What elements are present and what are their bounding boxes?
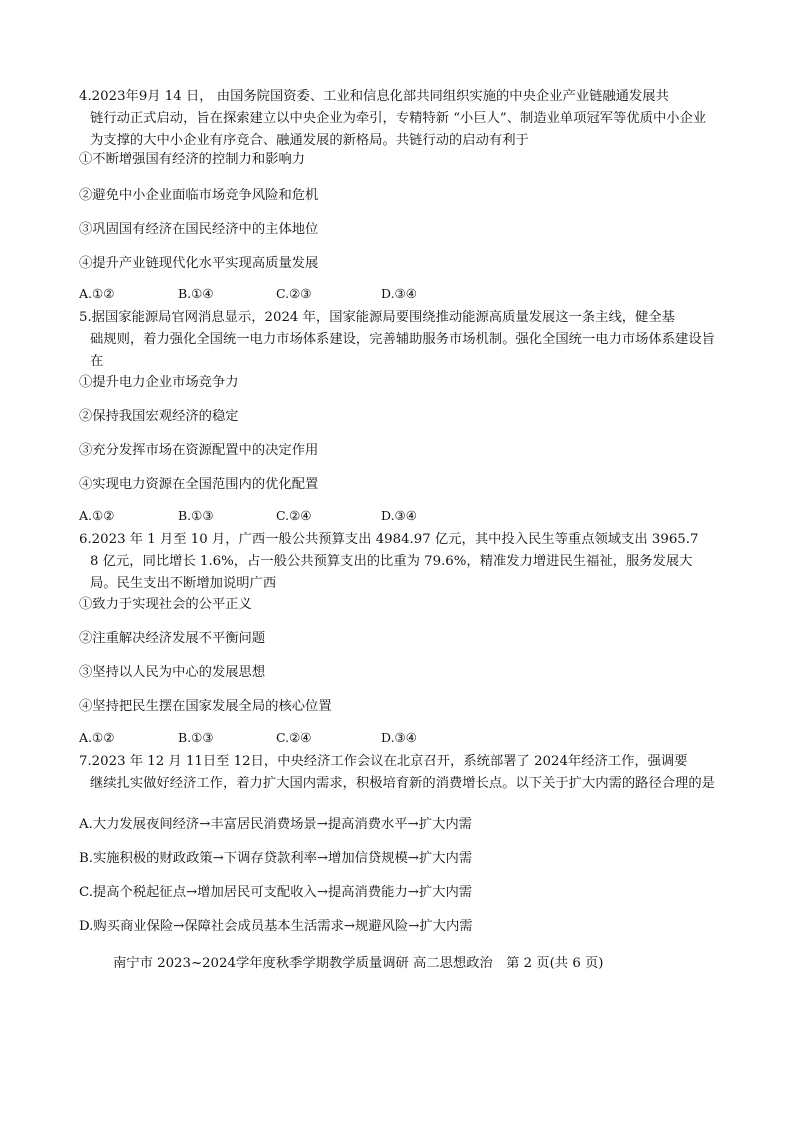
question-7-option-b[interactable]: B.实施积极的财政政策→下调存贷款利率→增加信贷规模→扩大内需 [79,851,473,866]
question-4-stem [79,86,715,152]
question-6-stem-first: 6.2023 年 1 月至 10 月，广西一般公共预算支出 4984.97 亿元，其中投入民生等重点领域支出 3965.7 [79,532,699,547]
question-6-stem [79,529,715,595]
question-6-option-b[interactable]: B.①③ [178,730,214,745]
question-6-options [79,730,719,750]
page-footer: 南宁市 2023~2024学年度秋季学期教学质量调研 高二思想政治 第 2 页(共 6 页) [113,956,604,971]
question-4-options [79,286,719,306]
question-6-stem-rest: 8 亿元，同比增长 1.6%，占一般公共预算支出的比重为 79.6%，精准发力增进民生福祉，服务发展大局。民生支出不断增加说明广西 [90,554,693,591]
question-6-statement-3: ③坚持以人民为中心的发展思想 [79,665,266,680]
question-6-statement-4: ④坚持把民生摆在国家发展全局的核心位置 [79,699,332,714]
question-7-stem [79,751,715,795]
question-4-option-b[interactable]: B.①④ [178,286,214,301]
question-4-stem-rest: 链行动正式启动，旨在探索建立以中央企业为牵引，专精特新 “小巨人”、制造业单项冠军等优质中小企业为支撑的大中小企业有序竞合、融通发展的新格局。共链行动的启动有利于 [90,111,707,148]
question-5-statement-2: ②保持我国宏观经济的稳定 [79,409,239,424]
question-5-option-d[interactable]: D.③④ [381,508,417,523]
question-7-stem-first: 7.2023 年 12 月 11日至 12日，中央经济工作会议在北京召开，系统部署了 2024年经济工作，强调要 [79,754,688,769]
question-5-stem-rest: 础规则，着力强化全国统一电力市场体系建设，完善辅助服务市场机制。强化全国统一电力市场体系建设旨在 [90,332,715,369]
question-5-option-c[interactable]: C.②④ [276,508,312,523]
question-5-stem [79,307,715,373]
question-5-options [79,508,719,528]
question-5-statement-1: ①提升电力企业市场竞争力 [79,375,239,390]
question-5-statement-3: ③充分发挥市场在资源配置中的决定作用 [79,443,319,458]
question-6-statement-2: ②注重解决经济发展不平衡问题 [79,631,266,646]
question-5-stem-first: 5.据国家能源局官网消息显示，2024 年，国家能源局要围绕推动能源高质量发展这一条主线，健全基 [79,310,675,325]
question-7-stem-rest: 继续扎实做好经济工作，着力扩大国内需求，积极培育新的消费增长点。以下关于扩大内需的路径合理的是 [90,776,715,791]
question-4-option-a[interactable]: A.①② [79,286,115,301]
question-4-option-d[interactable]: D.③④ [381,286,417,301]
question-6-option-c[interactable]: C.②④ [276,730,312,745]
question-7-option-c[interactable]: C.提高个税起征点→增加居民可支配收入→提高消费能力→扩大内需 [79,885,473,900]
question-5-option-a[interactable]: A.①② [79,508,115,523]
question-5-statement-4: ④实现电力资源在全国范围内的优化配置 [79,477,319,492]
question-6-statement-1: ①致力于实现社会的公平正义 [79,597,252,612]
question-4-stem-first: 4.2023年9月 14 日， 由国务院国资委、工业和信息化部共同组织实施的中央企业产业链融通发展共 [79,89,669,104]
question-4-statement-3: ③巩固国有经济在国民经济中的主体地位 [79,222,319,237]
question-4-statement-2: ②避免中小企业面临市场竞争风险和危机 [79,188,319,203]
question-5-option-b[interactable]: B.①③ [178,508,214,523]
question-4-option-c[interactable]: C.②③ [276,286,312,301]
question-4-statement-4: ④提升产业链现代化水平实现高质量发展 [79,256,319,271]
question-7-option-d[interactable]: D.购买商业保险→保障社会成员基本生活需求→规避风险→扩大内需 [79,919,473,934]
question-7-option-a[interactable]: A.大力发展夜间经济→丰富居民消费场景→提高消费水平→扩大内需 [79,817,472,832]
question-6-option-d[interactable]: D.③④ [381,730,417,745]
question-6-option-a[interactable]: A.①② [79,730,115,745]
question-4-statement-1: ①不断增强国有经济的控制力和影响力 [79,152,306,167]
